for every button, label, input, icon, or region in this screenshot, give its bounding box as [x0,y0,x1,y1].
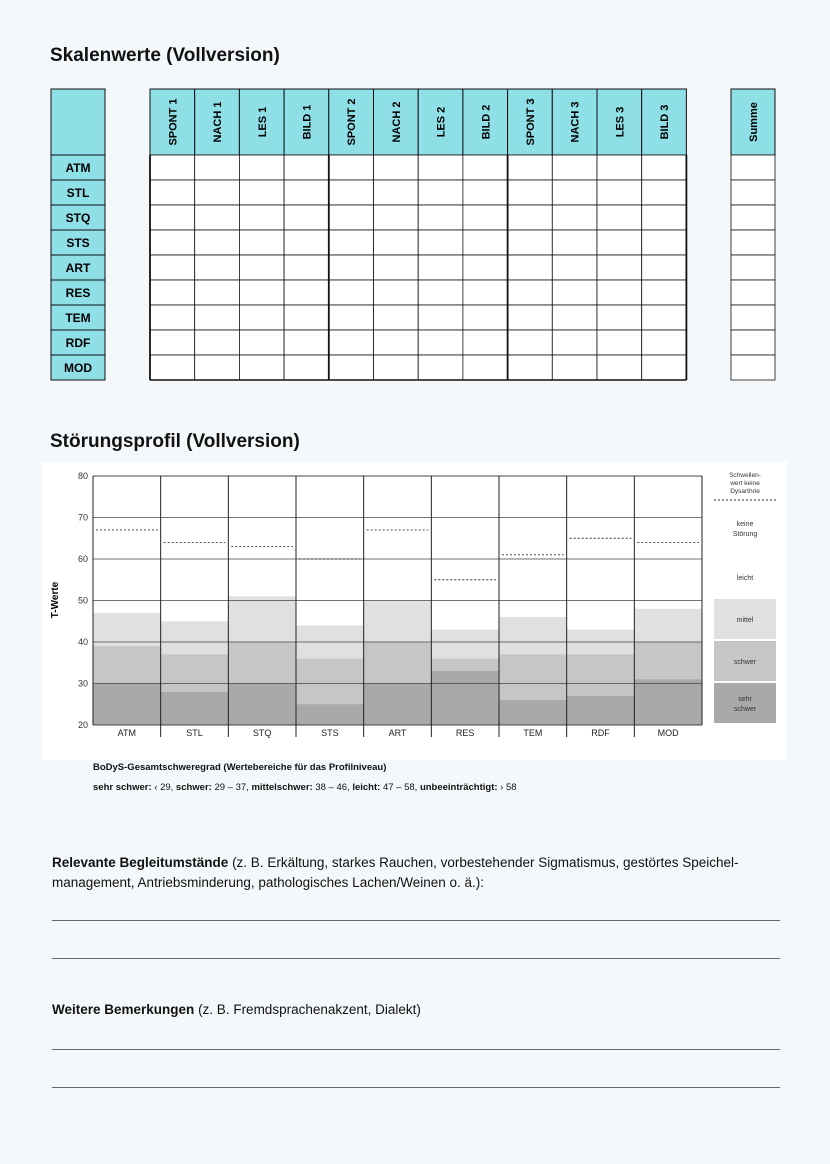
severity-legend-title: BoDyS-Gesamtschweregrad (Wertebereiche für das Profilniveau) [93,762,387,773]
further-remarks [52,1000,782,1020]
x-tick-label: ART [388,728,407,738]
band-sehr-schwer [228,684,296,726]
y-tick-label: 60 [77,554,88,564]
y-axis-label: T-Werte [50,581,61,619]
row-label: STL [66,186,90,200]
legend-sehr-schwer-label: schwer [733,706,757,713]
further-line-2[interactable] [52,1087,780,1088]
band-sehr-schwer [296,704,364,725]
band-sehr-schwer [499,700,567,725]
further-label: Weitere Bemerkungen [52,1002,195,1017]
band-sehr-schwer [364,684,432,726]
column-label: LES 2 [435,106,448,138]
further-text: (z. B. Fremdsprachenakzent, Dialekt) [194,1002,421,1017]
legend-threshold-label: wert keine [730,480,760,487]
severity-legend-ranges: sehr schwer: ‹ 29, schwer: 29 – 37, mittelschwer: 38 – 46, leicht: 47 – 58, unbeeinträchtigt: › 58 [93,782,517,793]
x-tick-label: STL [186,728,203,738]
y-tick-label: 80 [77,471,88,481]
x-tick-label: TEM [523,728,543,738]
band-sehr-schwer [634,679,702,725]
row-label: STQ [65,211,91,225]
relevant-text: (z. B. Erkältung, starkes Rauchen, vorbestehender Sigmatismus, gestörtes Speichel-management, Antriebsminderung, pathologisches Lachen/Weinen o. ä.): [52,855,739,890]
column-label: BILD 1 [301,104,314,140]
relevant-line-1[interactable] [52,920,780,921]
legend-threshold-label: Dysarthrie [730,488,760,495]
column-label: SPONT 1 [167,98,180,146]
relevant-label: Relevante Begleitumstände [52,855,229,870]
column-label: NACH 3 [569,101,582,143]
legend-sehr-schwer-label: sehr [738,696,752,703]
x-tick-label: MOD [657,728,679,738]
legend-leicht-label: leicht [736,575,754,582]
legend-sehr-schwer-swatch [714,683,776,723]
band-sehr-schwer [161,692,229,725]
y-tick-label: 50 [77,595,88,606]
legend-keine-label: Störung [732,531,758,538]
legend-threshold-label: Schwellen- [729,472,761,479]
legend-keine-label: keine [736,521,754,528]
band-sehr-schwer [93,684,161,726]
row-label: MOD [64,361,92,375]
column-label: SPONT 2 [346,98,359,146]
column-label: BILD 2 [480,104,493,140]
further-line-1[interactable] [52,1049,780,1050]
row-label: TEM [65,311,91,325]
band-sehr-schwer [567,696,635,725]
row-label: RDF [65,336,91,350]
column-label: NACH 2 [390,101,403,143]
column-label: SPONT 3 [524,98,537,146]
row-label: ART [65,261,91,275]
sum-label: Summe [748,102,760,142]
x-tick-label: STQ [252,728,272,738]
column-label: LES 1 [256,106,269,138]
row-label: RES [65,286,91,300]
x-tick-label: RDF [591,728,610,738]
y-tick-label: 70 [77,512,88,523]
column-label: BILD 3 [659,104,672,140]
relevant-line-2[interactable] [52,958,780,959]
y-tick-label: 20 [77,720,88,730]
scales-title: Skalenwerte (Vollversion) [50,45,280,66]
row-label: STS [66,236,90,250]
column-label: NACH 1 [212,101,225,143]
relevant-circumstances [52,853,782,893]
band-sehr-schwer [431,671,499,725]
row-label: ATM [65,161,91,175]
legend-schwer-label: schwer [733,659,757,666]
y-tick-label: 30 [77,678,88,689]
column-label: LES 3 [614,106,627,138]
x-tick-label: RES [455,728,475,738]
legend-mittel-label: mittel [736,617,754,624]
profile-title: Störungsprofil (Vollversion) [50,431,300,452]
x-tick-label: STS [321,728,339,738]
x-tick-label: ATM [117,728,137,738]
y-tick-label: 40 [77,637,88,647]
